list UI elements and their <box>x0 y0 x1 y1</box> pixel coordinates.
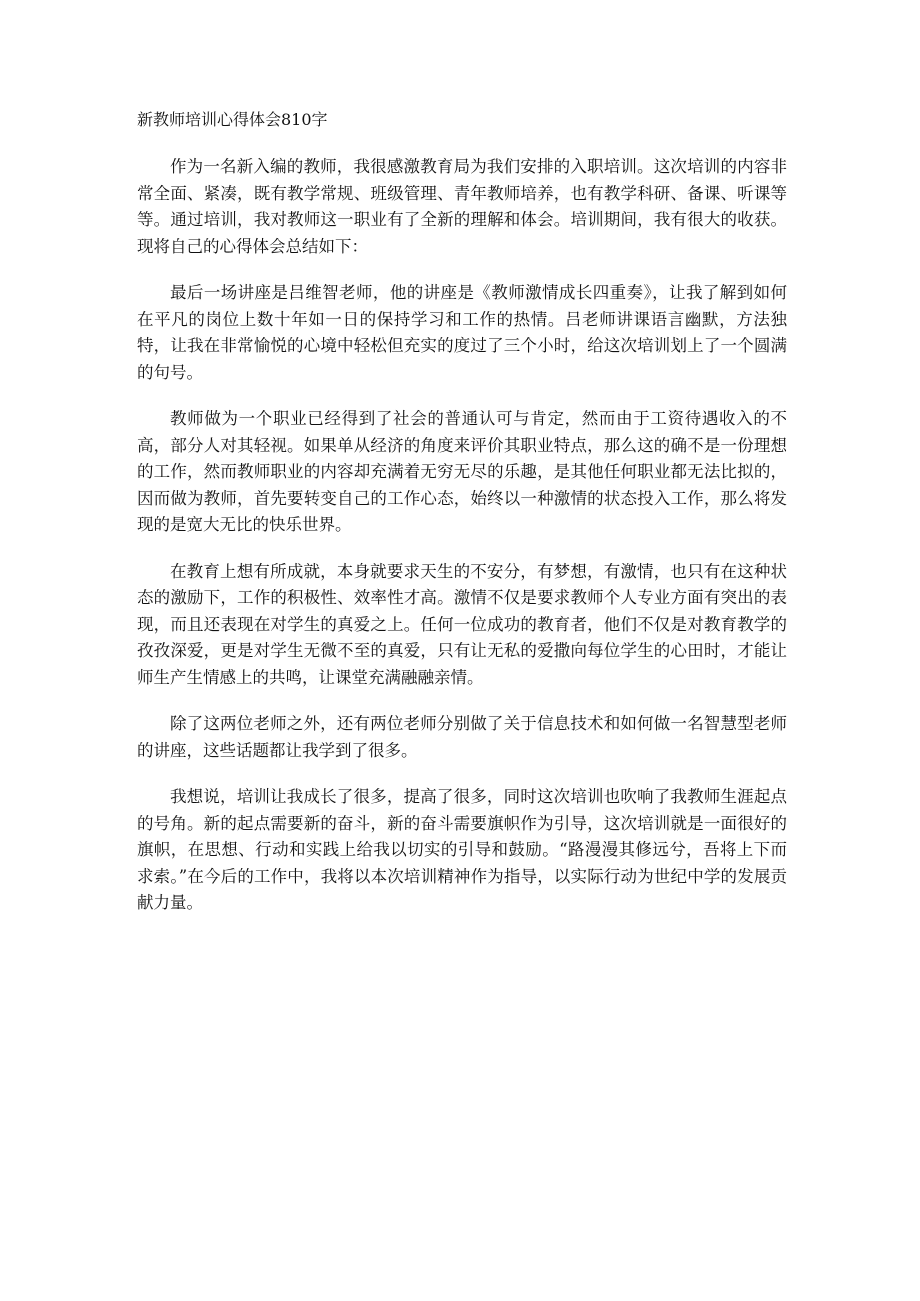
paragraph-passion: 在教育上想有所成就，本身就要求天生的不安分，有梦想，有激情，也只有在这种状态的激励下，工作的积极性、效率性才高。激情不仅是要求教师个人专业方面有突出的表现，而且还表现在对学生的真爱之上。任何一位成功的教育者，他们不仅是对教育教学的孜孜深爱，更是对学生无微不至的真爱，只有让无私的爱撒向每位学生的心田时，才能让师生产生情感上的共鸣，让课堂充满融融亲情。 <box>137 561 787 687</box>
paragraph-lecture: 最后一场讲座是吕维智老师，他的讲座是《教师激情成长四重奏》，让我了解到如何在平凡的岗位上数十年如一日的保持学习和工作的热情。吕老师讲课语言幽默，方法独特，让我在非常愉悦的心境中轻松但充实的度过了三个小时，给这次培训划上了一个圆满的句号。 <box>137 283 787 382</box>
paragraph-profession: 教师做为一个职业已经得到了社会的普通认可与肯定，然而由于工资待遇收入的不高，部分人对其轻视。如果单从经济的角度来评价其职业特点，那么这的确不是一份理想的工作，然而教师职业的内容却充满着无穷无尽的乐趣，是其他任何职业都无法比拟的，因而做为教师，首先要转变自己的工作心态，始终以一种激情的状态投入工作，那么将发现的是宽大无比的快乐世界。 <box>137 409 787 534</box>
document-body <box>137 108 787 937</box>
document-title: 新教师培训心得体会810字 <box>137 110 328 129</box>
paragraph-other-lectures: 除了这两位老师之外，还有两位老师分别做了关于信息技术和如何做一名智慧型老师的讲座，这些话题都让我学到了很多。 <box>137 714 787 760</box>
paragraph-intro: 作为一名新入编的教师，我很感激教育局为我们安排的入职培训。这次培训的内容非常全面、紧凑，既有教学常规、班级管理、青年教师培养，也有教学科研、备课、听课等等。通过培训，我对教师这一职业有了全新的理解和体会。培训期间，我有很大的收获。现将自己的心得体会总结如下： <box>137 157 787 256</box>
paragraph-conclusion: 我想说，培训让我成长了很多，提高了很多，同时这次培训也吹响了我教师生涯起点的号角。新的起点需要新的奋斗，新的奋斗需要旗帜作为引导，这次培训就是一面很好的旗帜，在思想、行动和实践上给我以切实的引导和鼓励。“路漫漫其修远兮，吾将上下而求索。”在今后的工作中，我将以本次培训精神作为指导，以实际行动为世纪中学的发展贡献力量。 <box>137 787 787 912</box>
